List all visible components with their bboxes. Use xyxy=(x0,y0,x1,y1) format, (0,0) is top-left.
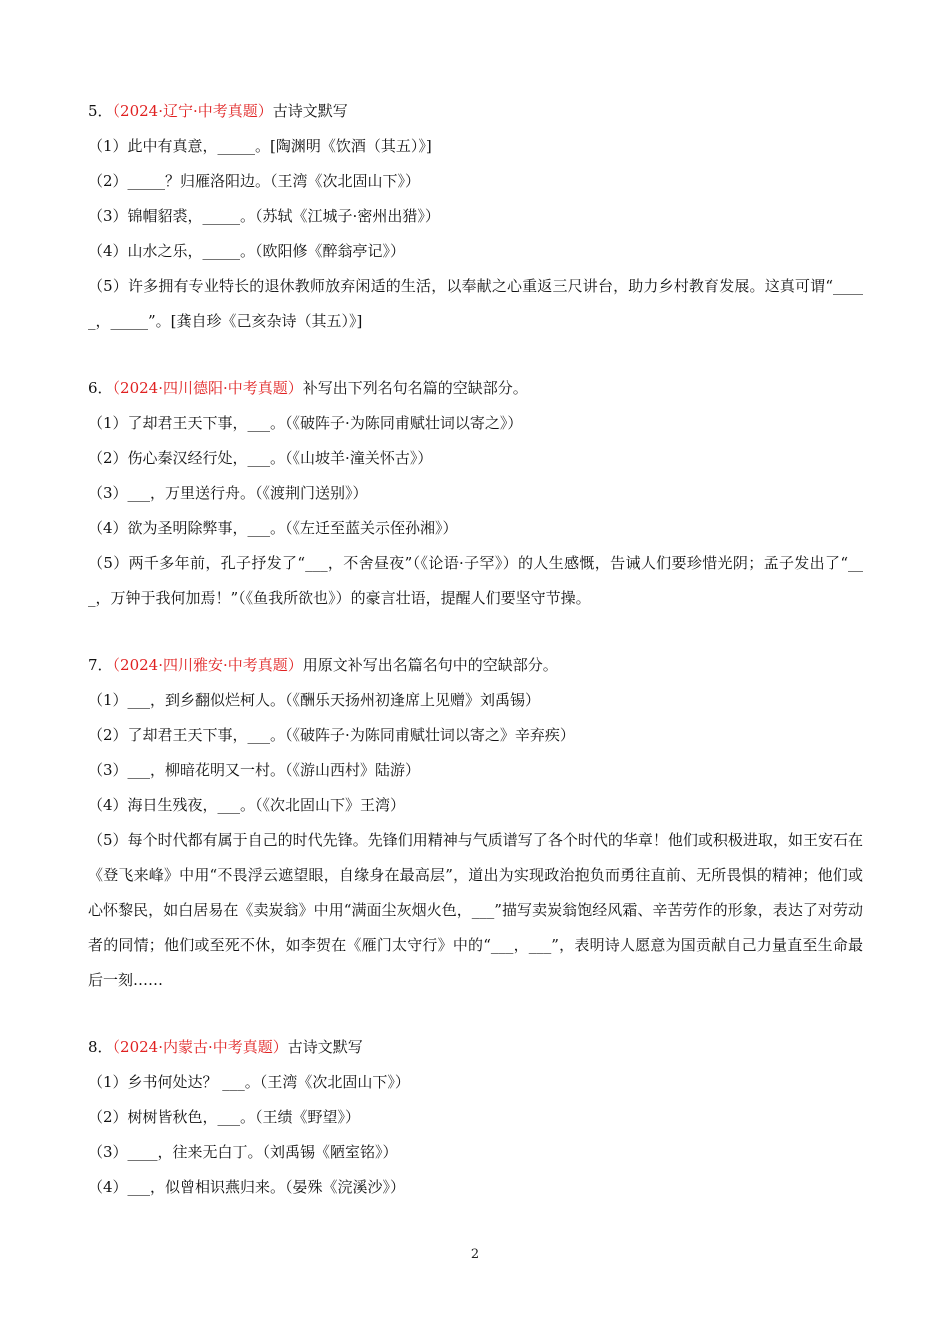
question-title: 用原文补写出名篇名句中的空缺部分。 xyxy=(302,656,558,674)
question-item: （4）山水之乐，_____。（欧阳修《醉翁亭记》） xyxy=(88,242,406,260)
question-title: 古诗文默写 xyxy=(287,1038,363,1056)
question-item: （4）___，似曾相识燕归来。（晏殊《浣溪沙》） xyxy=(88,1178,406,1196)
question-item: （2）树树皆秋色，___。（王绩《野望》） xyxy=(88,1108,361,1126)
question-item: （5）两千多年前，孔子抒发了“___，不舍昼夜”（《论语·子罕》）的人生感慨，告诫人们要珍惜光阴；孟子发出了“___，万钟于我何加焉！”（《鱼我所欲也》）的豪言壮语，提醒人们要坚守节操。 xyxy=(88,554,863,607)
question-title: 古诗文默写 xyxy=(272,102,348,120)
question-title: 补写出下列名句名篇的空缺部分。 xyxy=(302,379,528,397)
question-item: （4）欲为圣明除弊事，___。（《左迁至蓝关示侄孙湘》） xyxy=(88,519,458,537)
question-6 xyxy=(88,371,863,616)
question-heading xyxy=(88,94,863,129)
question-item: （1）此中有真意，_____。[陶渊明《饮酒（其五）》] xyxy=(88,137,432,155)
question-heading xyxy=(88,1030,863,1065)
page-number: 2 xyxy=(470,1247,480,1262)
question-item: （1）___，到乡翻似烂柯人。（《酬乐天扬州初逢席上见赠》刘禹锡） xyxy=(88,691,541,709)
question-number: 5． xyxy=(88,102,113,120)
question-item: （1）了却君王天下事，___。（《破阵子·为陈同甫赋壮词以寄之》） xyxy=(88,414,523,432)
question-number: 8． xyxy=(88,1038,113,1056)
question-source: （2024·辽宁·中考真题） xyxy=(112,102,273,120)
question-item: （3）____，往来无白丁。（刘禹锡《陋室铭》） xyxy=(88,1143,398,1161)
question-item: （3）___，柳暗花明又一村。（《游山西村》陆游） xyxy=(88,761,421,779)
question-item: （5）每个时代都有属于自己的时代先锋。先锋们用精神与气质谱写了各个时代的华章！他们或积极进取，如王安石在《登飞来峰》中用“不畏浮云遮望眼，自缘身在最高层”，道出为实现政治抱负而勇往直前、无所畏惧的精神；他们或心怀黎民，如白居易在《卖炭翁》中用“满面尘灰烟火色，___”描写卖炭翁饱经风霜、辛苦劳作的形象，表达了对劳动者的同情；他们或至死不休，如李贺在《雁门太守行》中的“___，___”，表明诗人愿意为国贡献自己力量直至生命最后一刻…… xyxy=(88,831,863,989)
question-7 xyxy=(88,648,863,998)
question-item: （2）了却君王天下事，___。（《破阵子·为陈同甫赋壮词以寄之》辛弃疾） xyxy=(88,726,575,744)
questions-container xyxy=(88,94,863,1237)
question-item: （2）伤心秦汉经行处，___。（《山坡羊·潼关怀古》） xyxy=(88,449,433,467)
question-source: （2024·四川雅安·中考真题） xyxy=(112,656,303,674)
question-heading xyxy=(88,371,863,406)
question-5 xyxy=(88,94,863,339)
question-8 xyxy=(88,1030,863,1205)
question-item: （5）许多拥有专业特长的退休教师放弃闲适的生活，以奉献之心重返三尺讲台，助力乡村教育发展。这真可谓“_____，_____”。[龚自珍《己亥杂诗（其五）》] xyxy=(88,277,863,330)
question-item: （3）锦帽貂裘，_____。（苏轼《江城子·密州出猎》） xyxy=(88,207,440,225)
question-item: （4）海日生残夜，___。（《次北固山下》王湾） xyxy=(88,796,406,814)
question-source: （2024·四川德阳·中考真题） xyxy=(112,379,303,397)
question-heading xyxy=(88,648,863,683)
question-item: （2）_____？归雁洛阳边。（王湾《次北固山下》） xyxy=(88,172,421,190)
question-item: （3）___，万里送行舟。（《渡荆门送别》） xyxy=(88,484,368,502)
question-number: 6． xyxy=(88,379,113,397)
question-item: （1）乡书何处达？ ___。（王湾《次北固山下》） xyxy=(88,1073,410,1091)
question-number: 7． xyxy=(88,656,113,674)
question-source: （2024·内蒙古·中考真题） xyxy=(112,1038,288,1056)
